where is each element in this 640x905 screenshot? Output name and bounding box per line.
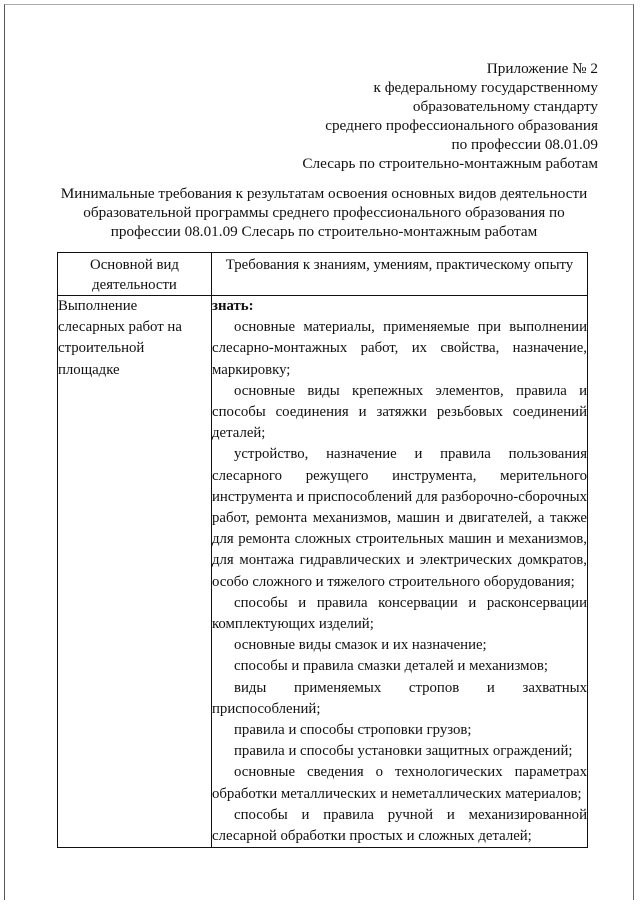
- header-requirements: [212, 253, 588, 296]
- title-line: Минимальные требования к результатам освоения основных видов деятельности: [60, 185, 588, 202]
- knowledge-item: способы и правила смазки деталей и механизмов;: [234, 658, 548, 675]
- title-line: образовательной программы среднего профессионального образования по: [83, 204, 565, 221]
- document-title: [40, 184, 608, 241]
- activity-line: строительной: [58, 340, 145, 357]
- knowledge-cell: [212, 296, 588, 848]
- knowledge-label: знать:: [212, 298, 254, 314]
- header-activity: [58, 253, 212, 296]
- title-line: профессии 08.01.09 Слесарь по строительно-монтажным работам: [110, 223, 538, 240]
- knowledge-item: основные виды смазок и их назначение;: [234, 637, 487, 654]
- activity-line: Выполнение: [58, 298, 138, 314]
- appendix-line: образовательному стандарту: [412, 98, 598, 115]
- appendix-line: к федеральному государственному: [373, 79, 598, 96]
- requirements-table: [57, 252, 588, 848]
- table-row: [58, 296, 588, 848]
- knowledge-item: основные сведения о технологических параметрах обработки металлических и неметаллических материалов;: [212, 764, 587, 802]
- appendix-line: Приложение № 2: [486, 60, 598, 77]
- knowledge-item: основные материалы, применяемые при выполнении слесарно-монтажных работ, их свойства, назначение, маркировку;: [212, 319, 587, 378]
- knowledge-item: правила и способы строповки грузов;: [234, 722, 472, 739]
- knowledge-item: способы и правила консервации и расконсервации комплектующих изделий;: [212, 594, 587, 633]
- header-activity-line: деятельности: [92, 277, 177, 293]
- appendix-line: по профессии 08.01.09: [451, 136, 598, 153]
- header-activity-line: Основной вид: [90, 257, 179, 273]
- knowledge-item: основные виды крепежных элементов, правила и способы соединения и затяжки резьбовых соединений деталей;: [212, 382, 587, 442]
- activity-line: площадке: [58, 361, 120, 378]
- appendix-line: Слесарь по строительно-монтажным работам: [302, 155, 598, 172]
- activity-cell: [58, 296, 212, 848]
- activity-line: слесарных работ на: [58, 319, 182, 336]
- knowledge-item: устройство, назначение и правила пользования слесарного режущего инструмента, мерительного инструмента и приспособлений для разборочно-сборочных работ, ремонта механизмов, машин и двигателей, а также для ремонта сложных строительных машин и механизмов, для монтажа гидравлических и электрических домкратов, особо сложного и тяжелого строительного оборудования;: [212, 446, 587, 590]
- appendix-reference: [302, 59, 598, 173]
- knowledge-item: правила и способы установки защитных ограждений;: [234, 743, 573, 760]
- appendix-line: среднего профессионального образования: [325, 117, 598, 134]
- knowledge-item: виды применяемых стропов и захватных приспособлений;: [212, 679, 587, 717]
- knowledge-item: способы и правила ручной и механизированной слесарной обработки простых и сложных деталей;: [212, 806, 587, 845]
- table-header-row: [58, 253, 588, 296]
- header-requirements-text: Требования к знаниям, умениям, практическому опыту: [225, 257, 574, 273]
